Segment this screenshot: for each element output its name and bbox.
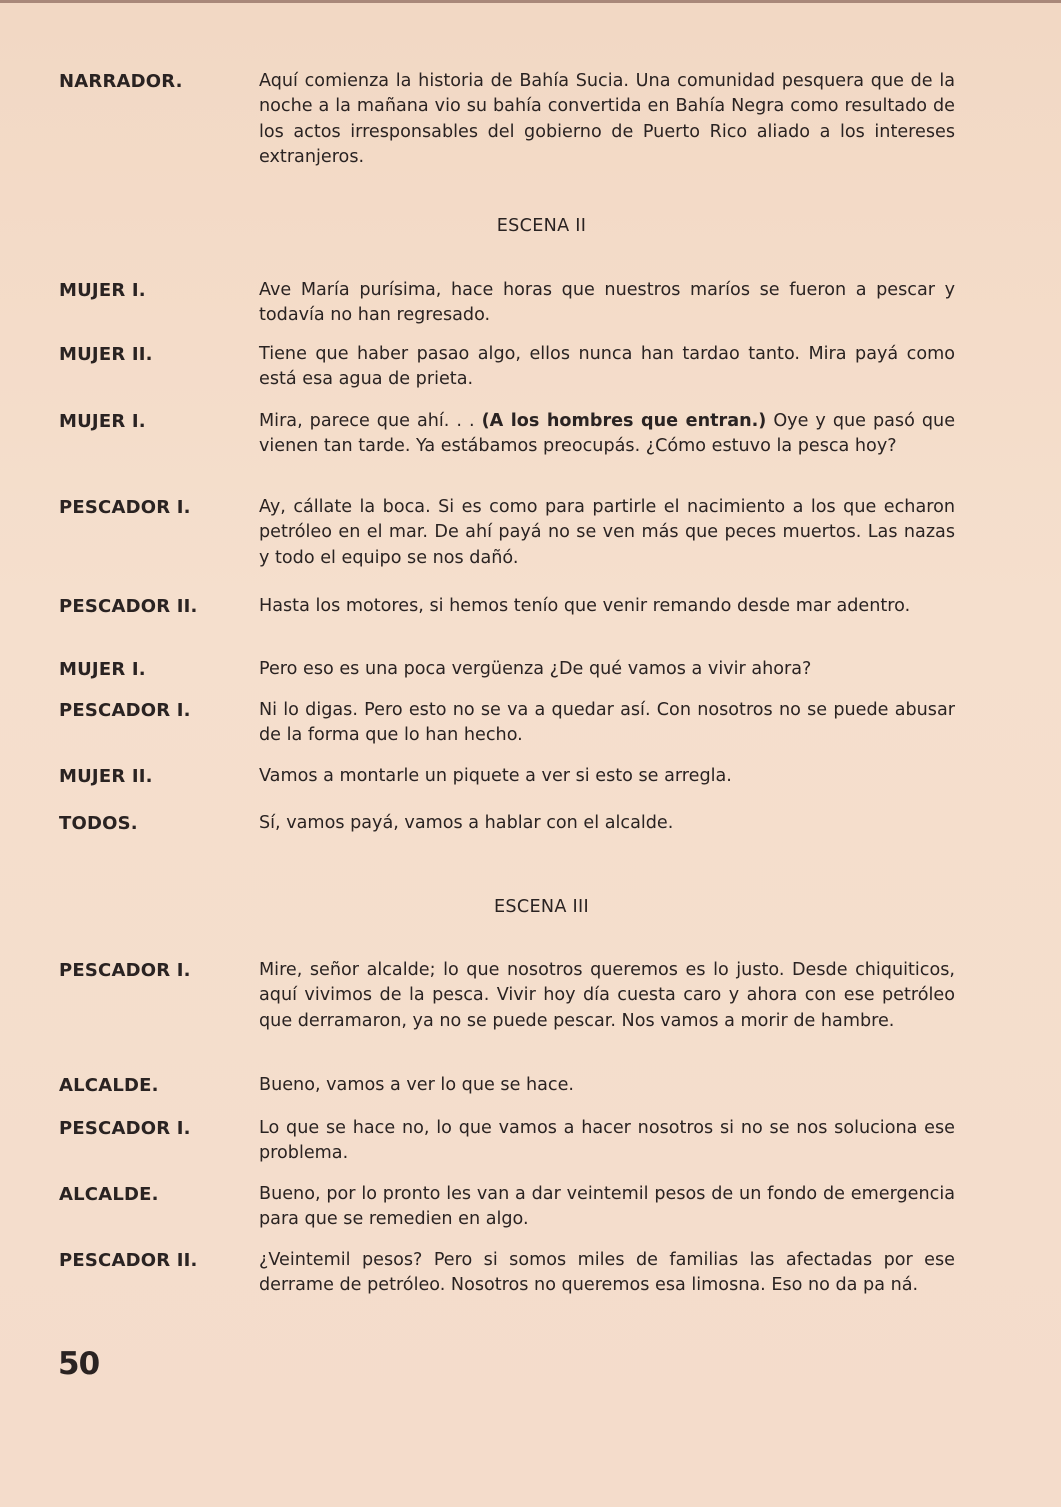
speech-text: Tiene que haber pasao algo, ellos nunca han tardao tanto. Mira payá como está esa agua de prieta. [259,344,955,390]
speech-text: Bueno, por lo pronto les van a dar veintemil pesos de un fondo de emergencia para que se remedien en algo. [259,1184,955,1230]
speech-text: Bueno, vamos a ver lo que se hace. [259,1075,575,1095]
speaker-name: MUJER II. [59,766,153,787]
page-top-edge [0,0,1061,3]
speaker-name: PESCADOR I. [59,1118,191,1139]
speech-text: Pero eso es una poca vergüenza ¿De qué vamos a vivir ahora? [259,659,812,679]
speaker-name: PESCADOR II. [59,596,198,617]
speaker-name: ALCALDE. [59,1075,159,1096]
speaker-name: PESCADOR I. [59,497,191,518]
speaker-name: PESCADOR I. [59,960,191,981]
page-number: 50 [58,1346,100,1382]
speaker-name: MUJER I. [59,280,146,301]
speaker-name: TODOS. [59,813,138,834]
speaker-name: MUJER I. [59,411,146,432]
scene-heading: ESCENA III [493,897,590,917]
speech-text: Hasta los motores, si hemos tenío que venir remando desde mar adentro. [259,596,911,616]
speaker-name: MUJER II. [59,344,153,365]
speaker-name: NARRADOR. [59,71,183,92]
stage-direction: (A los hombres que entran.) [481,411,767,431]
speech-text-before: Mira, parece que ahí. . . [259,411,482,431]
speaker-name: PESCADOR II. [59,1250,198,1271]
speech-text-after: Oye y que pasó que vienen tan tarde. Ya estábamos preocupás. ¿Cómo estuvo la pesca hoy? [259,411,956,457]
speech-text: Vamos a montarle un piquete a ver si esto se arregla. [259,766,732,786]
speech-text: Sí, vamos payá, vamos a hablar con el alcalde. [259,813,674,833]
speaker-name: PESCADOR I. [59,700,191,721]
speech-text: Lo que se hace no, lo que vamos a hacer nosotros si no se nos soluciona ese problema. [259,1118,955,1164]
speech-text: Ave María purísima, hace horas que nuestros maríos se fueron a pescar y todavía no han regresado. [259,280,955,326]
speech-text [259,409,955,460]
speech-text: Mire, señor alcalde; lo que nosotros queremos es lo justo. Desde chiquiticos, aquí vivimos de la pesca. Vivir hoy día cuesta caro y ahora con ese petróleo que derramaron, ya no se puede pescar. Nos vamos a morir de hambre. [259,960,955,1031]
speech-text: Ni lo digas. Pero esto no se va a quedar así. Con nosotros no se puede abusar de la forma que lo han hecho. [259,700,955,746]
speech-text: Ay, cállate la boca. Si es como para partirle el nacimiento a los que echaron petróleo en el mar. De ahí payá no se ven más que peces muertos. Las nazas y todo el equipo se nos dañó. [259,497,955,568]
speech-text: ¿Veintemil pesos? Pero si somos miles de familias las afectadas por ese derrame de petróleo. Nosotros no queremos esa limosna. Eso no da pa ná. [259,1250,955,1296]
speech-text: Aquí comienza la historia de Bahía Sucia. Una comunidad pesquera que de la noche a la mañana vio su bahía convertida en Bahía Negra como resultado de los actos irresponsables del gobierno de Puerto Rico aliado a los intereses extranjeros. [259,71,955,167]
scene-heading: ESCENA II [496,216,587,236]
speaker-name: MUJER I. [59,659,146,680]
speaker-name: ALCALDE. [59,1184,159,1205]
